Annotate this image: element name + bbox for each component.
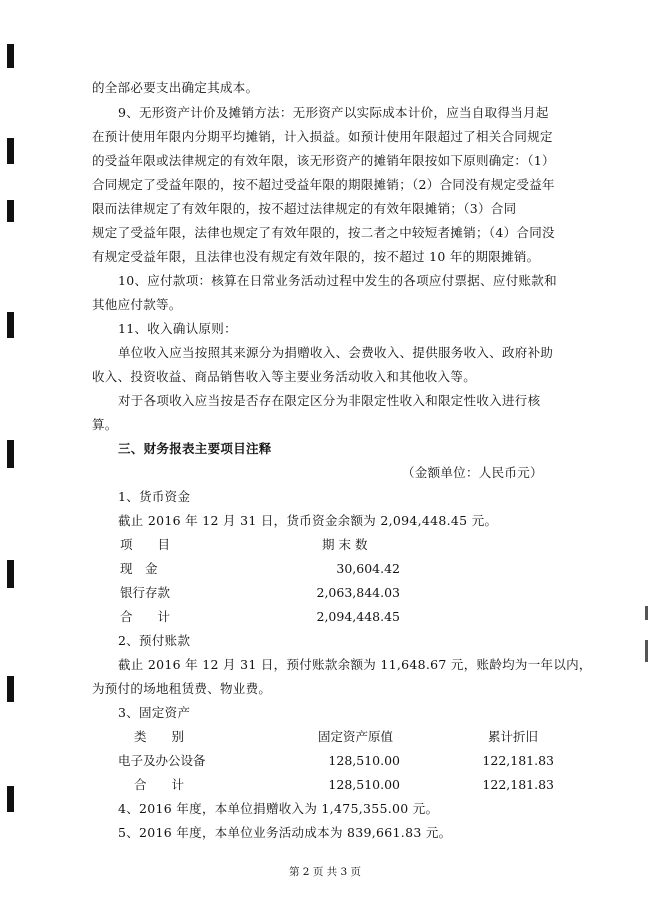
binding-mark bbox=[7, 676, 14, 702]
table-row-label: 合 计 bbox=[134, 777, 185, 792]
table-row-depreciation: 122,181.83 bbox=[482, 753, 554, 768]
binding-mark bbox=[7, 138, 14, 164]
scan-speck bbox=[645, 606, 648, 620]
section-heading: 三、财务报表主要项目注释 bbox=[118, 441, 272, 456]
binding-mark bbox=[7, 200, 14, 222]
table-row-cost: 128,510.00 bbox=[328, 753, 400, 768]
item-title: 2、预付账款 bbox=[118, 633, 191, 648]
paragraph-line: 截止 2016 年 12 月 31 日，预付账款余额为 11,648.67 元，账龄均为一年以内， bbox=[118, 657, 592, 672]
paragraph-line: 限而法律规定了有效年限的，按不超过法律规定的有效年限摊销；（3）合同 bbox=[92, 201, 517, 216]
paragraph-line: 10、应付款项：核算在日常业务活动过程中发生的各项应付票据、应付账款和 bbox=[118, 273, 557, 288]
table-row-label: 现 金 bbox=[120, 561, 158, 576]
paragraph-line: 合同规定了受益年限的，按不超过受益年限的期限摊销；（2）合同没有规定受益年 bbox=[92, 177, 555, 192]
paragraph-line: 的全部必要支出确定其成本。 bbox=[92, 80, 259, 95]
unit-note: （金额单位：人民币元） bbox=[402, 465, 543, 480]
table-row-value: 30,604.42 bbox=[336, 561, 400, 576]
item-title: 3、固定资产 bbox=[118, 705, 191, 720]
paragraph-line: 对于各项收入应当按是否存在限定区分为非限定性收入和限定性收入进行核 bbox=[118, 393, 541, 408]
paragraph-line: 9、无形资产计价及摊销方法：无形资产以实际成本计价，应当自取得当月起 bbox=[118, 105, 549, 120]
paragraph-line: 的受益年限或法律规定的有效年限，该无形资产的摊销年限按如下原则确定：（1） bbox=[92, 153, 555, 168]
table-header-class: 类 别 bbox=[134, 729, 185, 744]
binding-mark bbox=[7, 44, 14, 68]
item-title: 1、货币资金 bbox=[118, 489, 191, 504]
paragraph-line: 5、2016 年度，本单位业务活动成本为 839,661.83 元。 bbox=[118, 825, 452, 840]
table-row-label: 电子及办公设备 bbox=[118, 753, 206, 768]
table-row-value: 2,094,448.45 bbox=[316, 609, 400, 624]
paragraph-line: 其他应付款等。 bbox=[92, 297, 182, 312]
table-header-depreciation: 累计折旧 bbox=[488, 729, 539, 744]
paragraph-line: 在预计使用年限内分期平均摊销，计入损益。如预计使用年限超过了相关合同规定 bbox=[92, 129, 553, 144]
scan-speck bbox=[645, 640, 648, 662]
paragraph-line: 算。 bbox=[92, 417, 118, 432]
paragraph-line: 11、收入确认原则： bbox=[118, 321, 237, 336]
paragraph-line: 截止 2016 年 12 月 31 日，货币资金余额为 2,094,448.45 元。 bbox=[118, 513, 498, 528]
paragraph-line: 规定了受益年限，法律也规定了有效年限的，按二者之中较短者摊销；（4）合同没 bbox=[92, 225, 555, 240]
table-row-label: 合 计 bbox=[120, 609, 171, 624]
binding-mark bbox=[7, 440, 14, 468]
table-row-depreciation: 122,181.83 bbox=[482, 777, 554, 792]
table-row-value: 2,063,844.03 bbox=[316, 585, 400, 600]
table-header-item: 项 目 bbox=[120, 537, 171, 552]
paragraph-line: 为预付的场地租赁费、物业费。 bbox=[92, 681, 272, 696]
table-row-cost: 128,510.00 bbox=[328, 777, 400, 792]
table-header-cost: 固定资产原值 bbox=[318, 729, 394, 744]
binding-mark bbox=[7, 786, 14, 812]
page-footer: 第 2 页 共 3 页 bbox=[288, 866, 362, 878]
binding-mark bbox=[7, 312, 14, 338]
table-header-value: 期 末 数 bbox=[322, 537, 368, 552]
paragraph-line: 4、2016 年度，本单位捐赠收入为 1,475,355.00 元。 bbox=[118, 801, 439, 816]
table-row-label: 银行存款 bbox=[120, 585, 171, 600]
paragraph-line: 有规定受益年限，且法律也没有规定有效年限的，按不超过 10 年的期限摊销。 bbox=[92, 249, 540, 264]
paragraph-line: 收入、投资收益、商品销售收入等主要业务活动收入和其他收入等。 bbox=[92, 369, 477, 384]
paragraph-line: 单位收入应当按照其来源分为捐赠收入、会费收入、提供服务收入、政府补助 bbox=[118, 345, 554, 360]
binding-mark bbox=[7, 560, 14, 588]
